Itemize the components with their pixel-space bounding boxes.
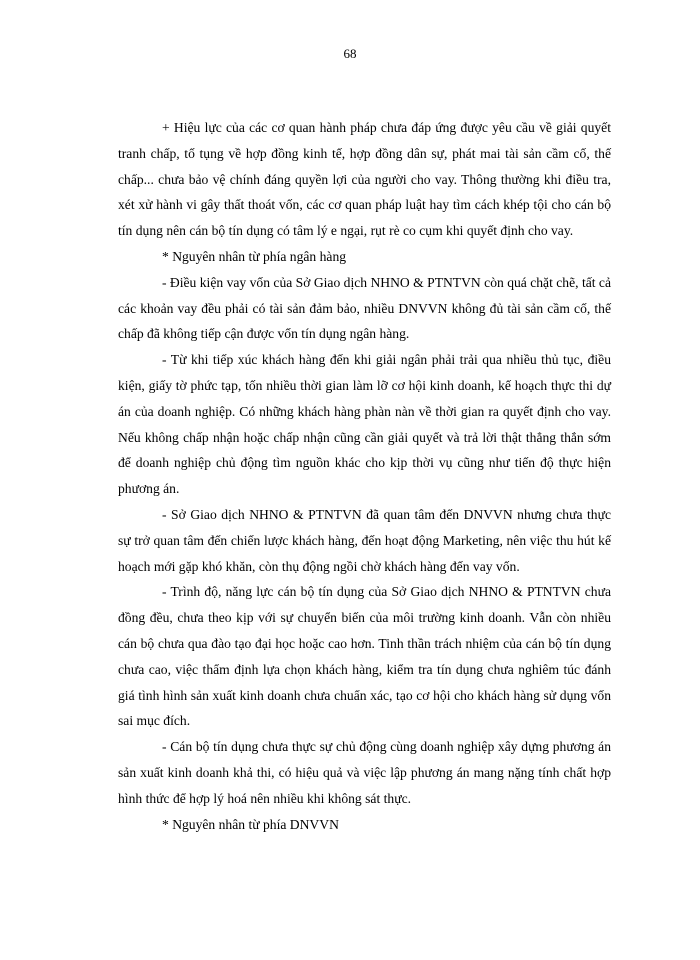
paragraph-loan-conditions: - Điều kiện vay vốn của Sở Giao dịch NHNO & PTNTVN còn quá chặt chẽ, tất cả các khoản vay đều phải có tài sản đảm bảo, nhiều DNVVN không đủ tài sản cầm cố, thế chấp đã không tiếp cận được vốn tín dụng ngân hàng. — [118, 274, 611, 342]
paragraph-customer-strategy: - Sở Giao dịch NHNO & PTNTVN đã quan tâm đến DNVVN nhưng chưa thực sự trở quan tâm đến chiến lược khách hàng, đến hoạt động Marketing, nên việc thu hút kế hoạch mới gặp khó khăn, còn thụ động ngồi chờ khách hàng đến vay vốn. — [118, 506, 611, 574]
paragraph-staff-capability: - Trình độ, năng lực cán bộ tín dụng của Sở Giao dịch NHNO & PTNTVN chưa đồng đều, chưa theo kịp với sự chuyển biến của môi trường kinh doanh. Vẫn còn nhiều cán bộ chưa qua đào tạo đại học hoặc cao hơn. Tinh thần trách nhiệm của cán bộ tín dụng chưa cao, việc thẩm định lựa chọn khách hàng, kiểm tra tín dụng chưa nghiêm túc đánh giá tình hình sản xuất kinh doanh chưa chuẩn xác, tạo cơ hội cho khách hàng sử dụng vốn sai mục đích. — [118, 584, 611, 729]
paragraph-executive-agencies: + Hiệu lực của các cơ quan hành pháp chưa đáp ứng được yêu cầu về giải quyết tranh chấp, tố tụng về hợp đồng kinh tế, hợp đồng dân sự, phát mai tài sản cầm cố, thế chấp... chưa bảo vệ chính đáng quyền lợi của người cho vay. Thông thường khi điều tra, xét xử hành vi gây thất thoát vốn, các cơ quan pháp luật hay tìm cách khép tội cho cán bộ tín dụng nên cán bộ tín dụng có tâm lý e ngại, rụt rè co cụm khi quyết định cho vay. — [118, 120, 611, 239]
paragraph-business-plans: - Cán bộ tín dụng chưa thực sự chủ động cùng doanh nghiệp xây dựng phương án sản xuất kinh doanh khả thi, có hiệu quả và việc lập phương án mang nặng tính chất hợp hình thức để hợp lý hoá nên nhiều khi không sát thực. — [118, 739, 611, 806]
paragraph-procedures: - Từ khi tiếp xúc khách hàng đến khi giải ngân phải trải qua nhiều thủ tục, điều kiện, giấy tờ phức tạp, tốn nhiều thời gian làm lỡ cơ hội kinh doanh, kế hoạch thực thi dự án của doanh nghiệp. Có những khách hàng phàn nàn về thời gian ra quyết định cho vay. Nếu không chấp nhận hoặc chấp nhận cũng cần giải quyết và trả lời thật thẳng thắn sớm để doanh nghiệp chủ động tìm nguồn khác cho kịp thời vụ cũng như tiến độ thực hiện phương án. — [118, 352, 611, 497]
section-heading-bank-causes: * Nguyên nhân từ phía ngân hàng — [162, 248, 347, 264]
section-heading-sme-causes: * Nguyên nhân từ phía DNVVN — [162, 816, 339, 832]
page-number: 68 — [343, 46, 357, 61]
document-body — [118, 115, 611, 837]
